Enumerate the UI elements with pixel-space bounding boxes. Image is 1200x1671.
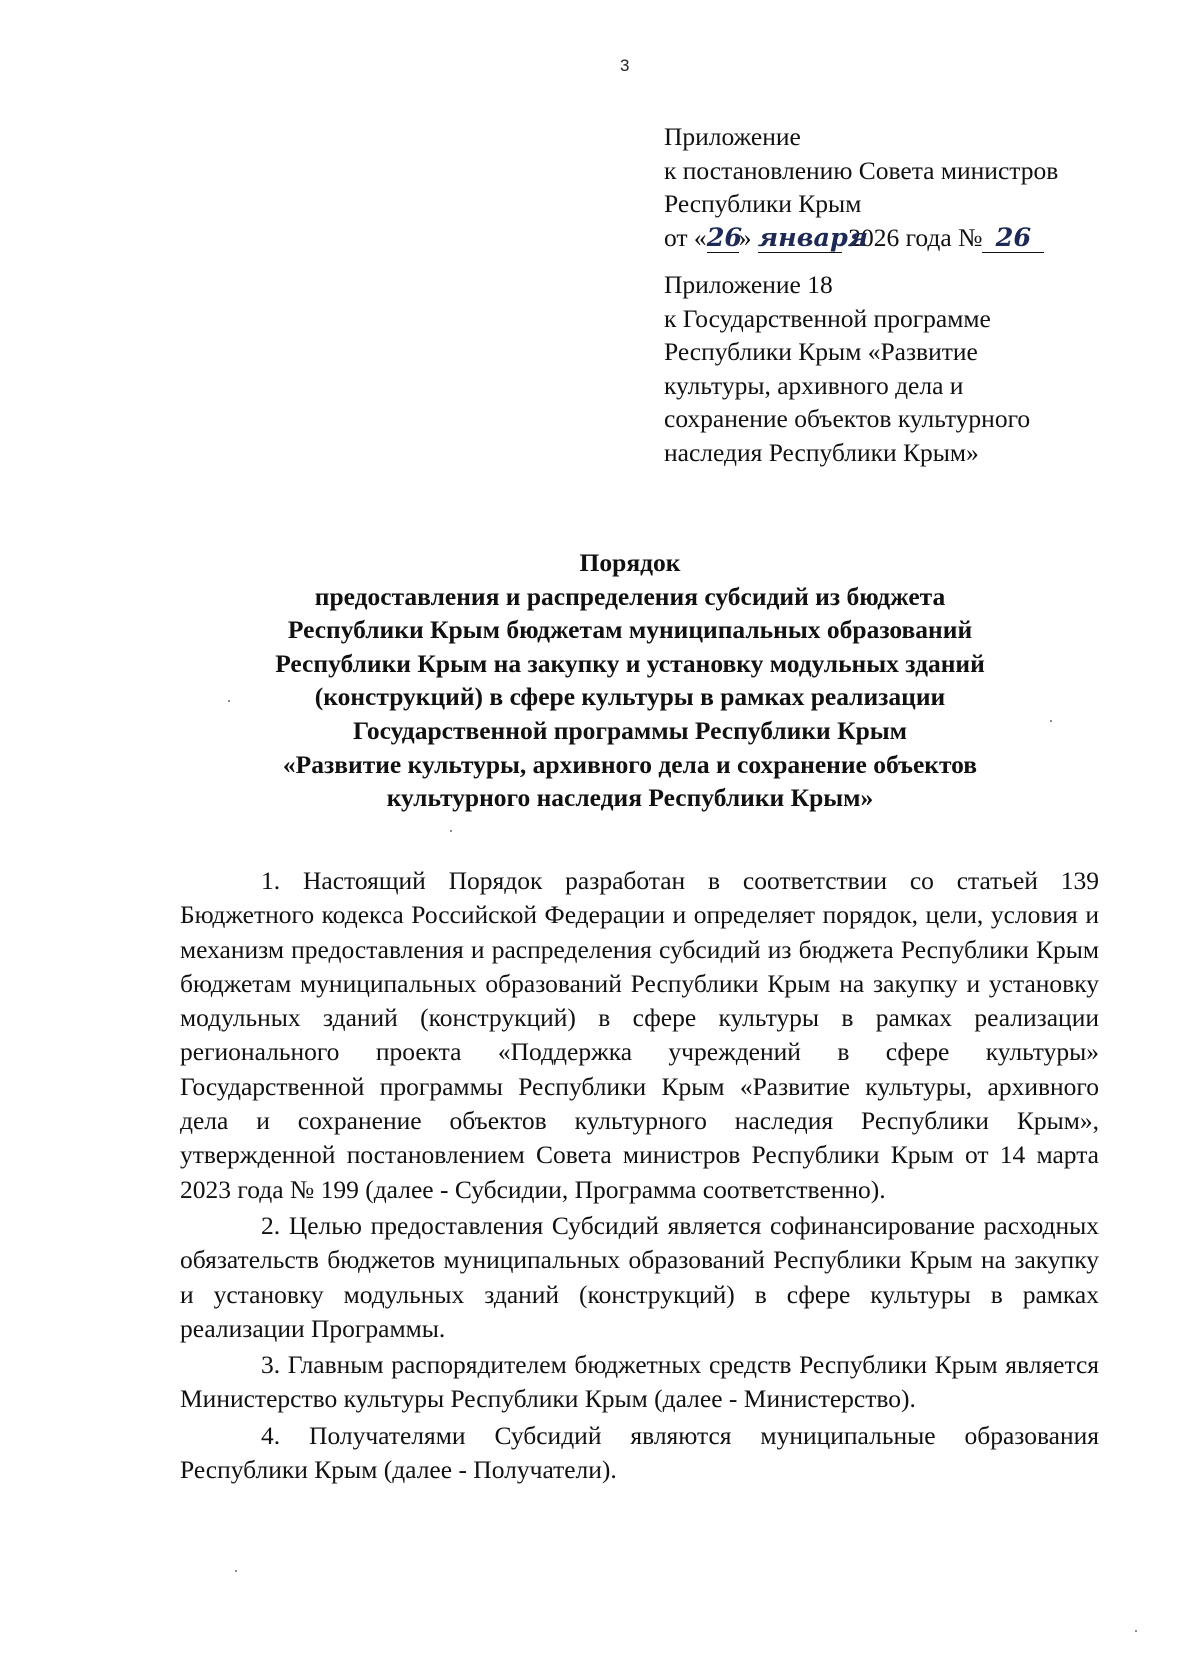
program-annex-line: культуры, архивного дела и	[664, 370, 964, 400]
document-title	[230, 546, 1030, 815]
page-number: 3	[620, 56, 630, 75]
title-line: Порядок	[579, 548, 681, 577]
paragraph-3: 3. Главным распорядителем бюджетных средств Республики Крым является Министерство культуры Республики Крым (далее - Министерство).	[180, 1350, 1099, 1414]
title-line: «Развитие культуры, архивного дела и сохранение объектов	[282, 749, 978, 779]
date-year-text: 2026 года №	[848, 222, 983, 252]
paragraph-4: 4. Получателями Субсидий являются муниципальные образования Республики Крым (далее - Получатели).	[180, 1420, 1099, 1485]
annex-date-line	[664, 221, 1104, 255]
paragraph-2: 2. Целью предоставления Субсидий является софинансирование расходных обязательств бюджетов муниципальных образований Республики Крым на закупку и установку модульных зданий (конструкций) в сфере культуры в рамках реализации Программы.	[180, 1210, 1099, 1343]
program-annex-line: Приложение 18	[664, 270, 833, 299]
date-prefix: от «	[664, 222, 707, 252]
program-annex-line: к Государственной программе	[664, 303, 991, 333]
program-annex-header	[664, 268, 1104, 469]
program-annex-line: наследия Республики Крым»	[664, 437, 979, 467]
title-line: предоставления и распределения субсидий из бюджета	[314, 581, 946, 611]
annex-header-line: к постановлению Совета министров	[664, 155, 1059, 185]
scan-speck	[1135, 1630, 1137, 1632]
paragraph-1: 1. Настоящий Порядок разработан в соответствии со статьей 139 Бюджетного кодекса Российской Федерации и определяет порядок, цели, условия и механизм предоставления и распределения субсидий из бюджета Республики Крым бюджетам муниципальных образований Республики Крым на закупку и установку модульных зданий (конструкций) в сфере культуры в рамках реализации регионального проекта «Поддержка учреждений в сфере культуры» Государственной программы Республики Крым «Развитие культуры, архивного дела и сохранение объектов культурного наследия Республики Крым», утвержденной постановлением Совета министров Республики Крым от 14 марта 2023 года № 199 (далее - Субсидии, Программа соответственно).	[180, 866, 1099, 1204]
date-mid: »	[738, 222, 752, 252]
title-line: культурного наследия Республики Крым»	[386, 783, 874, 813]
scan-speck	[450, 830, 452, 832]
handwritten-month: января	[757, 222, 869, 253]
document-body	[180, 864, 1099, 1487]
scan-speck	[235, 1570, 237, 1572]
annex-header-line: Республики Крым	[664, 189, 862, 218]
title-line: Республики Крым на закупку и установку модульных зданий	[275, 648, 985, 678]
annex-header-line: Приложение	[664, 122, 801, 151]
scan-speck	[228, 700, 230, 702]
handwritten-number: 26	[982, 224, 1044, 253]
resolution-annex-header	[664, 120, 1104, 254]
title-line: (конструкций) в сфере культуры в рамках реализации	[314, 682, 946, 712]
title-line: Республики Крым бюджетам муниципальных образований	[287, 615, 973, 645]
scan-speck	[1050, 720, 1052, 722]
program-annex-line: сохранение объектов культурного	[664, 404, 1031, 433]
program-annex-line: Республики Крым «Развитие	[664, 337, 978, 366]
title-line: Государственной программы Республики Крым	[352, 715, 908, 745]
handwritten-day: 26	[706, 222, 743, 253]
